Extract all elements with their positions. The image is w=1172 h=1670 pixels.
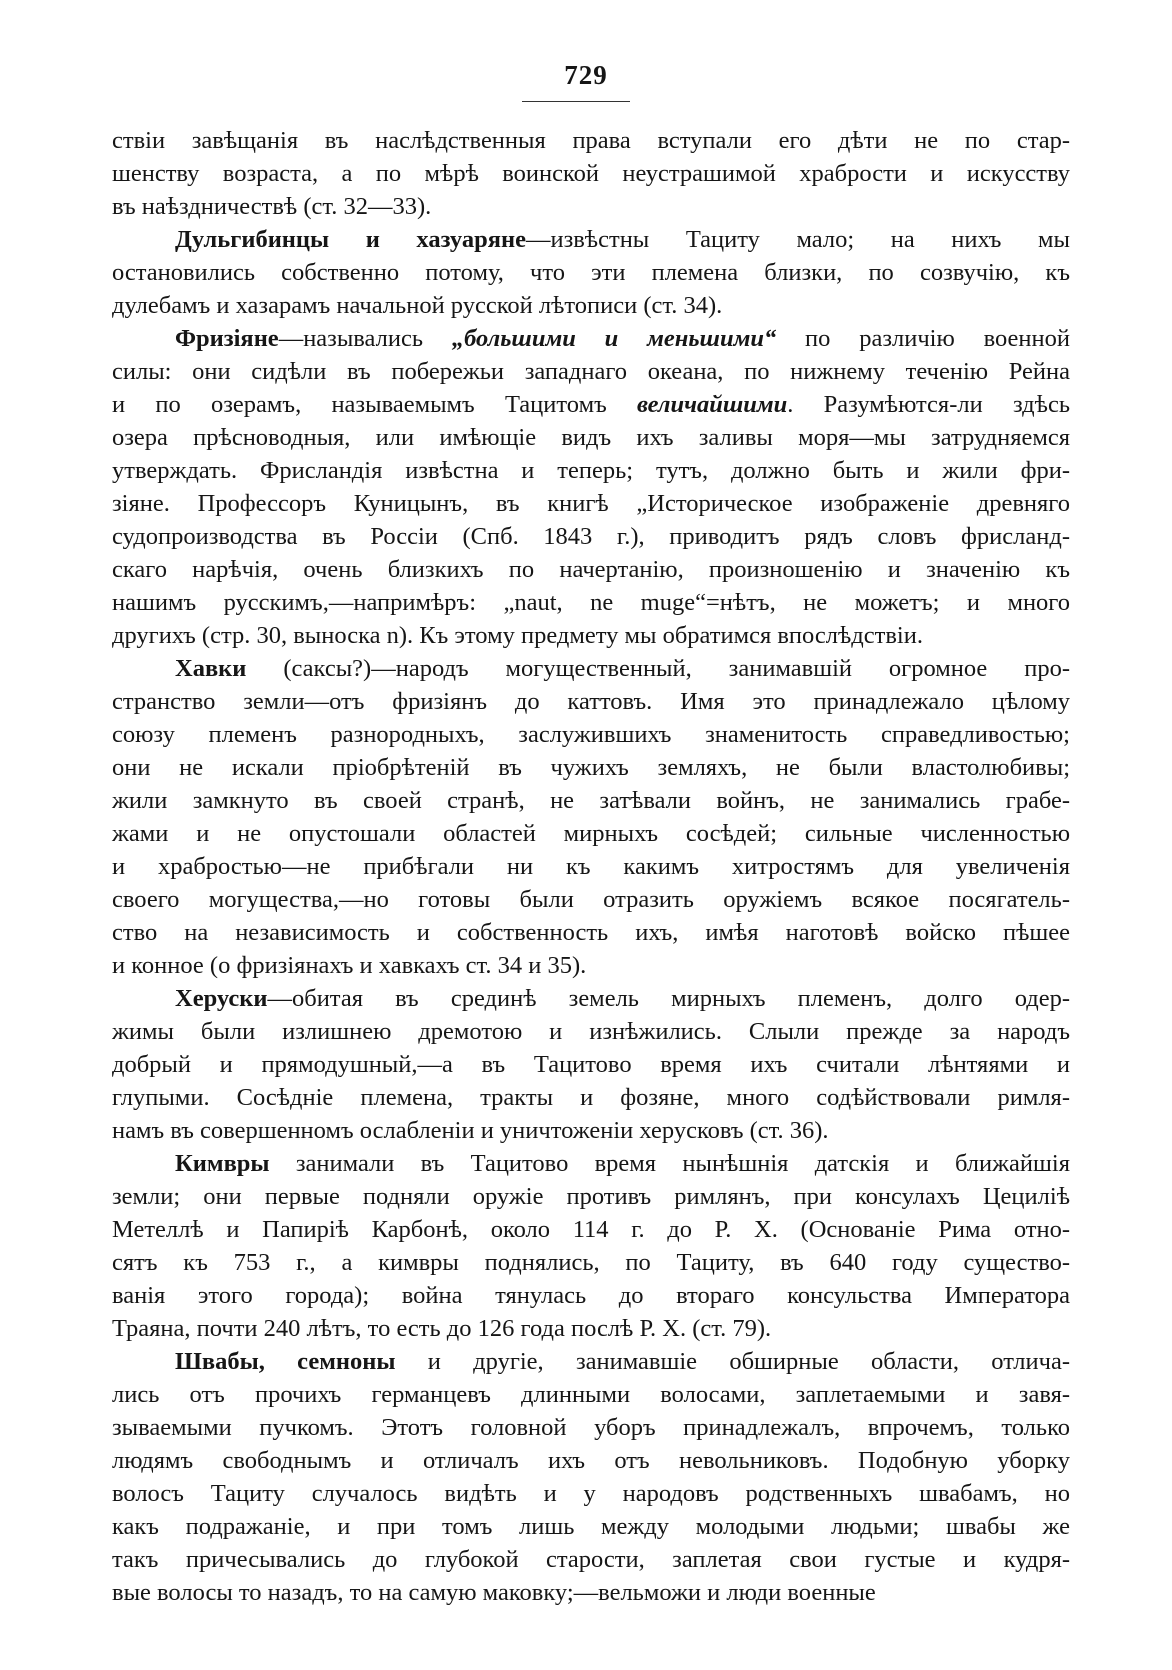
text-line: глупыми. Сосѣдніе племена, тракты и фозяне, много содѣйствовали римля- <box>112 1084 1070 1111</box>
paragraph <box>112 982 1070 1147</box>
text-line: остановились собственно потому, что эти племена близки, по созвучію, къ <box>112 259 1070 286</box>
text-line: Дульгибинцы и хазуаряне—извѣстны Тациту мало; на нихъ мы <box>175 226 1070 253</box>
text-line: своего могущества,—но готовы были отразить оружіемъ всякое посягатель- <box>112 886 1070 913</box>
paragraph <box>112 1345 1070 1609</box>
page-number-rule <box>522 101 630 102</box>
text-line: Фризіяне—назывались „большими и меньшими“ по различію военной <box>175 325 1070 352</box>
text-line: какъ подражаніе, и при томъ лишь между молодыми людьми; швабы же <box>112 1513 1070 1540</box>
body-text <box>112 124 1070 1609</box>
text-line: странство земли—отъ фризіянъ до каттовъ. Имя это принадлежало цѣлому <box>112 688 1070 715</box>
text-line: Траяна, почти 240 лѣтъ, то есть до 126 года послѣ Р. Х. (ст. 79). <box>112 1315 772 1342</box>
text-line: скаго нарѣчія, очень близкихъ по начертанію, произношенію и значенію къ <box>112 556 1070 583</box>
text-line: ствіи завѣщанія въ наслѣдственныя права вступали его дѣти не по стар- <box>112 127 1070 154</box>
text-line: силы: они сидѣли въ побережьи западнаго океана, по нижнему теченію Рейна <box>112 358 1070 385</box>
text-line: Метеллѣ и Папиріѣ Карбонѣ, около 114 г. до Р. Х. (Основаніе Рима отно- <box>112 1216 1070 1243</box>
text-line: жимы были излишнею дремотою и изнѣжились. Слыли прежде за народъ <box>112 1018 1070 1045</box>
page-number: 729 <box>564 60 608 90</box>
text-line: зываемыми пучкомъ. Этотъ головной уборъ принадлежалъ, впрочемъ, только <box>112 1414 1070 1441</box>
paragraph <box>112 1147 1070 1345</box>
text-line: жили замкнуто въ своей странѣ, не затѣвали войнъ, не занимались грабе- <box>112 787 1070 814</box>
text-line: сятъ къ 753 г., а кимвры поднялись, по Тациту, въ 640 году существо- <box>112 1249 1070 1276</box>
text-line: озера прѣсноводныя, или имѣющіе видъ ихъ заливы моря—мы затрудняемся <box>112 424 1070 451</box>
text-line: ство на независимость и собственность ихъ, имѣя наготовѣ войско пѣшее <box>112 919 1070 946</box>
text-line: зіяне. Профессоръ Куницынъ, въ книгѣ „Историческое изображеніе древняго <box>112 490 1070 517</box>
text-line: намъ въ совершенномъ ослабленіи и уничтоженіи херусковъ (ст. 36). <box>112 1117 829 1144</box>
text-line: людямъ свободнымъ и отличалъ ихъ отъ невольниковъ. Подобную уборку <box>112 1447 1070 1474</box>
text-line: Херуски—обитая въ срединѣ земель мирныхъ племенъ, долго одер- <box>175 985 1070 1012</box>
text-line: и по озерамъ, называемымъ Тацитомъ величайшими. Разумѣются-ли здѣсь <box>112 391 1070 418</box>
text-line: жами и не опустошали областей мирныхъ сосѣдей; сильные численностью <box>112 820 1070 847</box>
text-line: и конное (о фризіянахъ и хавкахъ ст. 34 и 35). <box>112 952 587 979</box>
text-line: лись отъ прочихъ германцевъ длинными волосами, заплетаемыми и завя- <box>112 1381 1070 1408</box>
paragraph <box>112 652 1070 982</box>
text-line: добрый и прямодушный,—а въ Тацитово время ихъ считали лѣнтяями и <box>112 1051 1070 1078</box>
paragraph <box>112 124 1070 223</box>
text-line: Кимвры занимали въ Тацитово время нынѣшнія датскія и ближайшія <box>175 1150 1070 1177</box>
text-line: волосъ Тациту случалось видѣть и у народовъ родственныхъ швабамъ, но <box>112 1480 1070 1507</box>
text-line: Швабы, семноны и другіе, занимавшіе обширные области, отлича- <box>175 1348 1070 1375</box>
text-line: земли; они первые подняли оружіе противъ римлянъ, при консулахъ Цециліѣ <box>112 1183 1070 1210</box>
text-line: такъ причесывались до глубокой старости, заплетая свои густые и кудря- <box>112 1546 1070 1573</box>
text-line: другихъ (стр. 30, выноска n). Къ этому предмету мы обратимся впослѣдствіи. <box>112 622 923 649</box>
text-line: судопроизводства въ Россіи (Спб. 1843 г.), приводитъ рядъ словъ фрисланд- <box>112 523 1070 550</box>
text-line: шенству возраста, а по мѣрѣ воинской неустрашимой храбрости и искусству <box>112 160 1070 187</box>
text-line: союзу племенъ разнородныхъ, заслужившихъ знаменитость справедливостью; <box>112 721 1070 748</box>
text-line: ванія этого города); война тянулась до втораго консульства Императора <box>112 1282 1070 1309</box>
text-line: Хавки (саксы?)—народъ могущественный, занимавшій огромное про- <box>175 655 1070 682</box>
text-line: дулебамъ и хазарамъ начальной русской лѣтописи (ст. 34). <box>112 292 723 319</box>
text-line: они не искали пріобрѣтеній въ чужихъ земляхъ, не были властолюбивы; <box>112 754 1070 781</box>
paragraph <box>112 223 1070 322</box>
text-line: въ наѣздничествѣ (ст. 32—33). <box>112 193 432 220</box>
text-line: вые волосы то назадъ, то на самую маковку;—вельможи и люди военные <box>112 1579 876 1606</box>
text-line: и храбростью—не прибѣгали ни къ какимъ хитростямъ для увеличенія <box>112 853 1070 880</box>
text-line: нашимъ русскимъ,—напримѣръ: „naut, ne muge“=нѣтъ, не можетъ; и много <box>112 589 1070 616</box>
text-line: утверждать. Фрисландія извѣстна и теперь; тутъ, должно быть и жили фри- <box>112 457 1070 484</box>
paragraph <box>112 322 1070 652</box>
